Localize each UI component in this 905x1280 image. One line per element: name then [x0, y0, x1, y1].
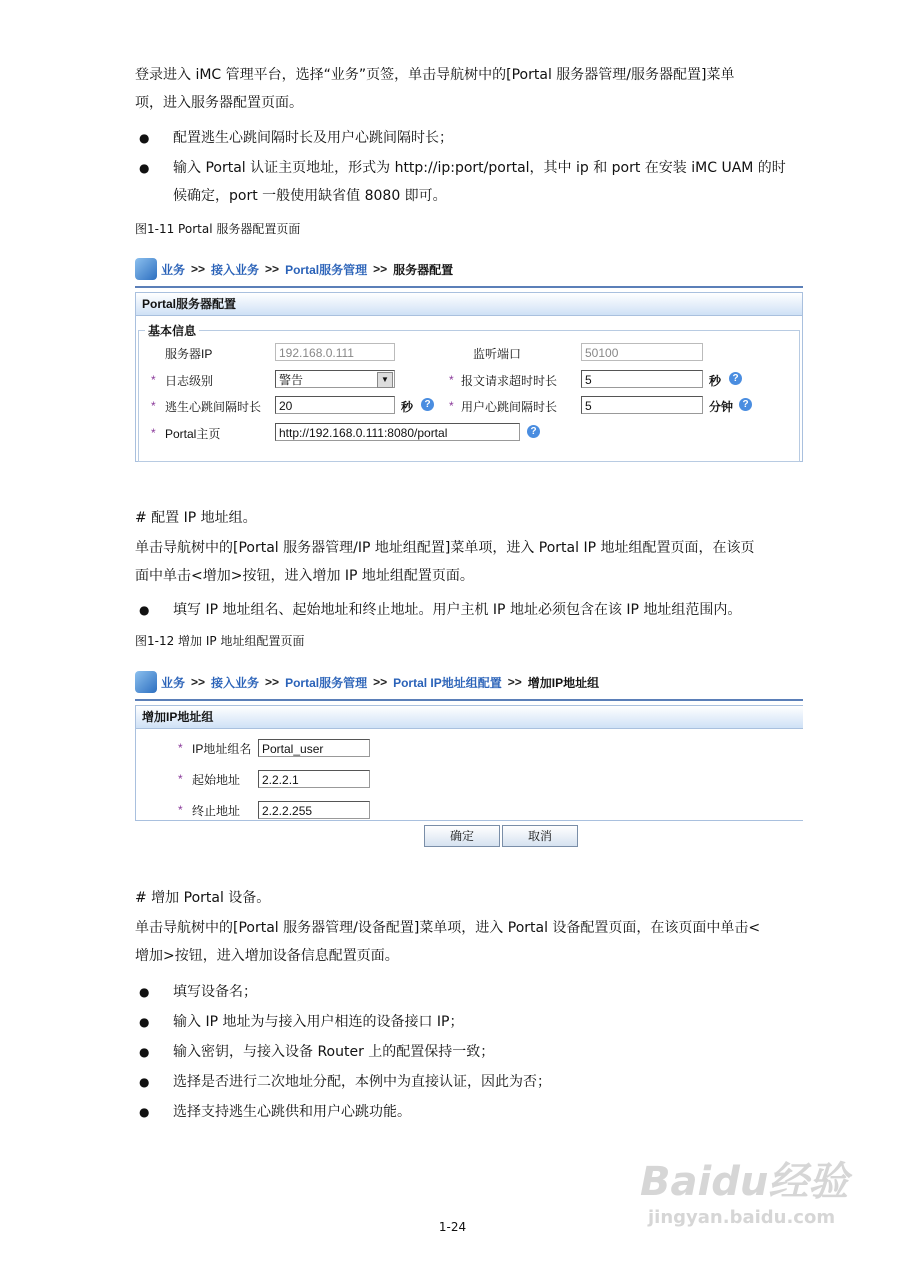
- breadcrumb: [135, 669, 803, 701]
- help-icon[interactable]: ?: [729, 372, 742, 385]
- breadcrumb-current: 增加IP地址组: [527, 675, 600, 690]
- breadcrumb-link[interactable]: Portal IP地址组配置: [393, 675, 502, 690]
- portal-home-label: Portal主页: [165, 427, 221, 441]
- bullet-icon: ●: [139, 603, 150, 617]
- text-line: 增加>按钮，进入增加设备信息配置页面。: [135, 948, 399, 964]
- cancel-button[interactable]: 取消: [502, 825, 578, 847]
- bullet-icon: ●: [139, 1075, 150, 1089]
- unit-label: 秒: [401, 400, 414, 414]
- required-icon: *: [449, 399, 454, 413]
- breadcrumb-link[interactable]: Portal服务管理: [285, 262, 368, 277]
- user-hb-input[interactable]: 5: [581, 396, 703, 414]
- required-icon: *: [178, 741, 183, 755]
- breadcrumb-sep: >>: [373, 675, 388, 689]
- bullet-icon: ●: [139, 1015, 150, 1029]
- help-icon[interactable]: ?: [739, 398, 752, 411]
- baidu-watermark: Baidu经验 jingyan.baidu.com: [640, 1159, 849, 1228]
- timeout-label: 报文请求超时时长: [461, 374, 558, 388]
- help-icon[interactable]: ?: [527, 425, 540, 438]
- required-icon: *: [449, 373, 454, 387]
- escape-hb-label: 逃生心跳间隔时长: [165, 400, 262, 414]
- bullet-text: 输入密钥，与接入设备 Router 上的配置保持一致；: [173, 1044, 495, 1060]
- bullet-text: 选择是否进行二次地址分配，本例中为直接认证，因此为否；: [173, 1074, 551, 1090]
- config-panel: [135, 705, 803, 821]
- breadcrumb: [135, 256, 803, 288]
- paragraph: [135, 534, 820, 590]
- bullet-item: [135, 1038, 820, 1066]
- text-line: 面中单击<增加>按钮，进入增加 IP 地址组配置页面。: [135, 568, 474, 584]
- required-icon: *: [178, 772, 183, 786]
- breadcrumb-link[interactable]: 接入业务: [211, 675, 260, 690]
- panel-title: Portal服务器配置: [136, 293, 802, 316]
- bullet-text: 候确定，port 一般使用缺省值 8080 即可。: [173, 188, 447, 204]
- page-number: 1-24: [438, 1220, 467, 1234]
- selected-value: 警告: [279, 373, 304, 387]
- config-panel: [135, 292, 803, 462]
- ip-group-screenshot: [135, 669, 803, 849]
- text-line: 项，进入服务器配置页面。: [135, 95, 303, 111]
- fieldset-legend: 基本信息: [145, 322, 199, 339]
- breadcrumb-link[interactable]: 业务: [161, 262, 186, 277]
- unit-label: 分钟: [709, 400, 734, 414]
- timeout-input[interactable]: 5: [581, 370, 703, 388]
- server-ip-label: 服务器IP: [165, 347, 213, 361]
- group-name-label: IP地址组名: [192, 742, 252, 756]
- bullet-text: 配置逃生心跳间隔时长及用户心跳间隔时长；: [173, 130, 453, 146]
- unit-label: 秒: [709, 374, 722, 388]
- user-hb-label: 用户心跳间隔时长: [461, 400, 558, 414]
- bullet-icon: ●: [139, 985, 150, 999]
- intro-paragraph: [135, 61, 820, 117]
- bullet-text: 填写 IP 地址组名、起始地址和终止地址。用户主机 IP 地址必须包含在该 IP 地址组范围内。: [173, 602, 742, 618]
- business-icon: [135, 258, 157, 280]
- bullet-text: 填写设备名；: [173, 984, 257, 1000]
- basic-info-fieldset: [138, 324, 800, 462]
- section-heading: # 增加 Portal 设备。: [135, 890, 271, 906]
- ok-button[interactable]: 确定: [424, 825, 500, 847]
- portal-home-input[interactable]: http://192.168.0.111:8080/portal: [275, 423, 520, 441]
- group-name-input[interactable]: Portal_user: [258, 739, 370, 757]
- breadcrumb-link[interactable]: 接入业务: [211, 262, 260, 277]
- breadcrumb-sep: >>: [265, 675, 280, 689]
- bullet-icon: ●: [139, 131, 150, 145]
- port-label: 监听端口: [473, 347, 522, 361]
- panel-title: 增加IP地址组: [136, 706, 803, 729]
- server-ip-input[interactable]: 192.168.0.111: [275, 343, 395, 361]
- text-line: 单击导航树中的[Portal 服务器管理/设备配置]菜单项，进入 Portal 设备配置页面，在该页面中单击<: [135, 920, 761, 936]
- bullet-icon: ●: [139, 161, 150, 175]
- bullet-item: [135, 1068, 820, 1096]
- bullet-item: [135, 124, 820, 152]
- bullet-item: [135, 1098, 820, 1126]
- bullet-text: 输入 IP 地址为与接入用户相连的设备接口 IP；: [173, 1014, 464, 1030]
- start-address-input[interactable]: 2.2.2.1: [258, 770, 370, 788]
- breadcrumb-sep: >>: [191, 675, 206, 689]
- breadcrumb-link[interactable]: Portal服务管理: [285, 675, 368, 690]
- port-input[interactable]: 50100: [581, 343, 703, 361]
- bullet-text: 输入 Portal 认证主页地址，形式为 http://ip:port/portal，其中 ip 和 port 在安装 iMC UAM 的时: [173, 160, 786, 176]
- required-icon: *: [151, 399, 156, 413]
- business-icon: [135, 671, 157, 693]
- section-heading: # 配置 IP 地址组。: [135, 510, 257, 526]
- breadcrumb-current: 服务器配置: [393, 262, 454, 277]
- bullet-item: [135, 596, 820, 624]
- bullet-item: [135, 154, 820, 210]
- required-icon: *: [151, 426, 156, 440]
- log-level-label: 日志级别: [165, 374, 214, 388]
- text-line: 单击导航树中的[Portal 服务器管理/IP 地址组配置]菜单项，进入 Portal IP 地址组配置页面，在该页: [135, 540, 755, 556]
- end-address-input[interactable]: 2.2.2.255: [258, 801, 370, 819]
- breadcrumb-sep: >>: [507, 675, 522, 689]
- bullet-icon: ●: [139, 1105, 150, 1119]
- escape-hb-input[interactable]: 20: [275, 396, 395, 414]
- bullet-item: [135, 978, 820, 1006]
- log-level-select[interactable]: [275, 370, 395, 388]
- end-address-label: 终止地址: [192, 804, 241, 818]
- paragraph: [135, 914, 820, 970]
- figure-caption: 图1-11 Portal 服务器配置页面: [135, 222, 301, 236]
- breadcrumb-link[interactable]: 业务: [161, 675, 186, 690]
- chevron-down-icon[interactable]: ▼: [377, 372, 393, 388]
- help-icon[interactable]: ?: [421, 398, 434, 411]
- required-icon: *: [151, 373, 156, 387]
- text-line: 登录进入 iMC 管理平台，选择“业务”页签，单击导航树中的[Portal 服务器管理/服务器配置]菜单: [135, 67, 735, 83]
- required-icon: *: [178, 803, 183, 817]
- server-config-screenshot: [135, 256, 803, 462]
- breadcrumb-sep: >>: [191, 262, 206, 276]
- breadcrumb-sep: >>: [373, 262, 388, 276]
- breadcrumb-sep: >>: [265, 262, 280, 276]
- bullet-item: [135, 1008, 820, 1036]
- figure-caption: 图1-12 增加 IP 地址组配置页面: [135, 634, 305, 648]
- start-address-label: 起始地址: [192, 773, 241, 787]
- bullet-icon: ●: [139, 1045, 150, 1059]
- bullet-text: 选择支持逃生心跳供和用户心跳功能。: [173, 1104, 411, 1120]
